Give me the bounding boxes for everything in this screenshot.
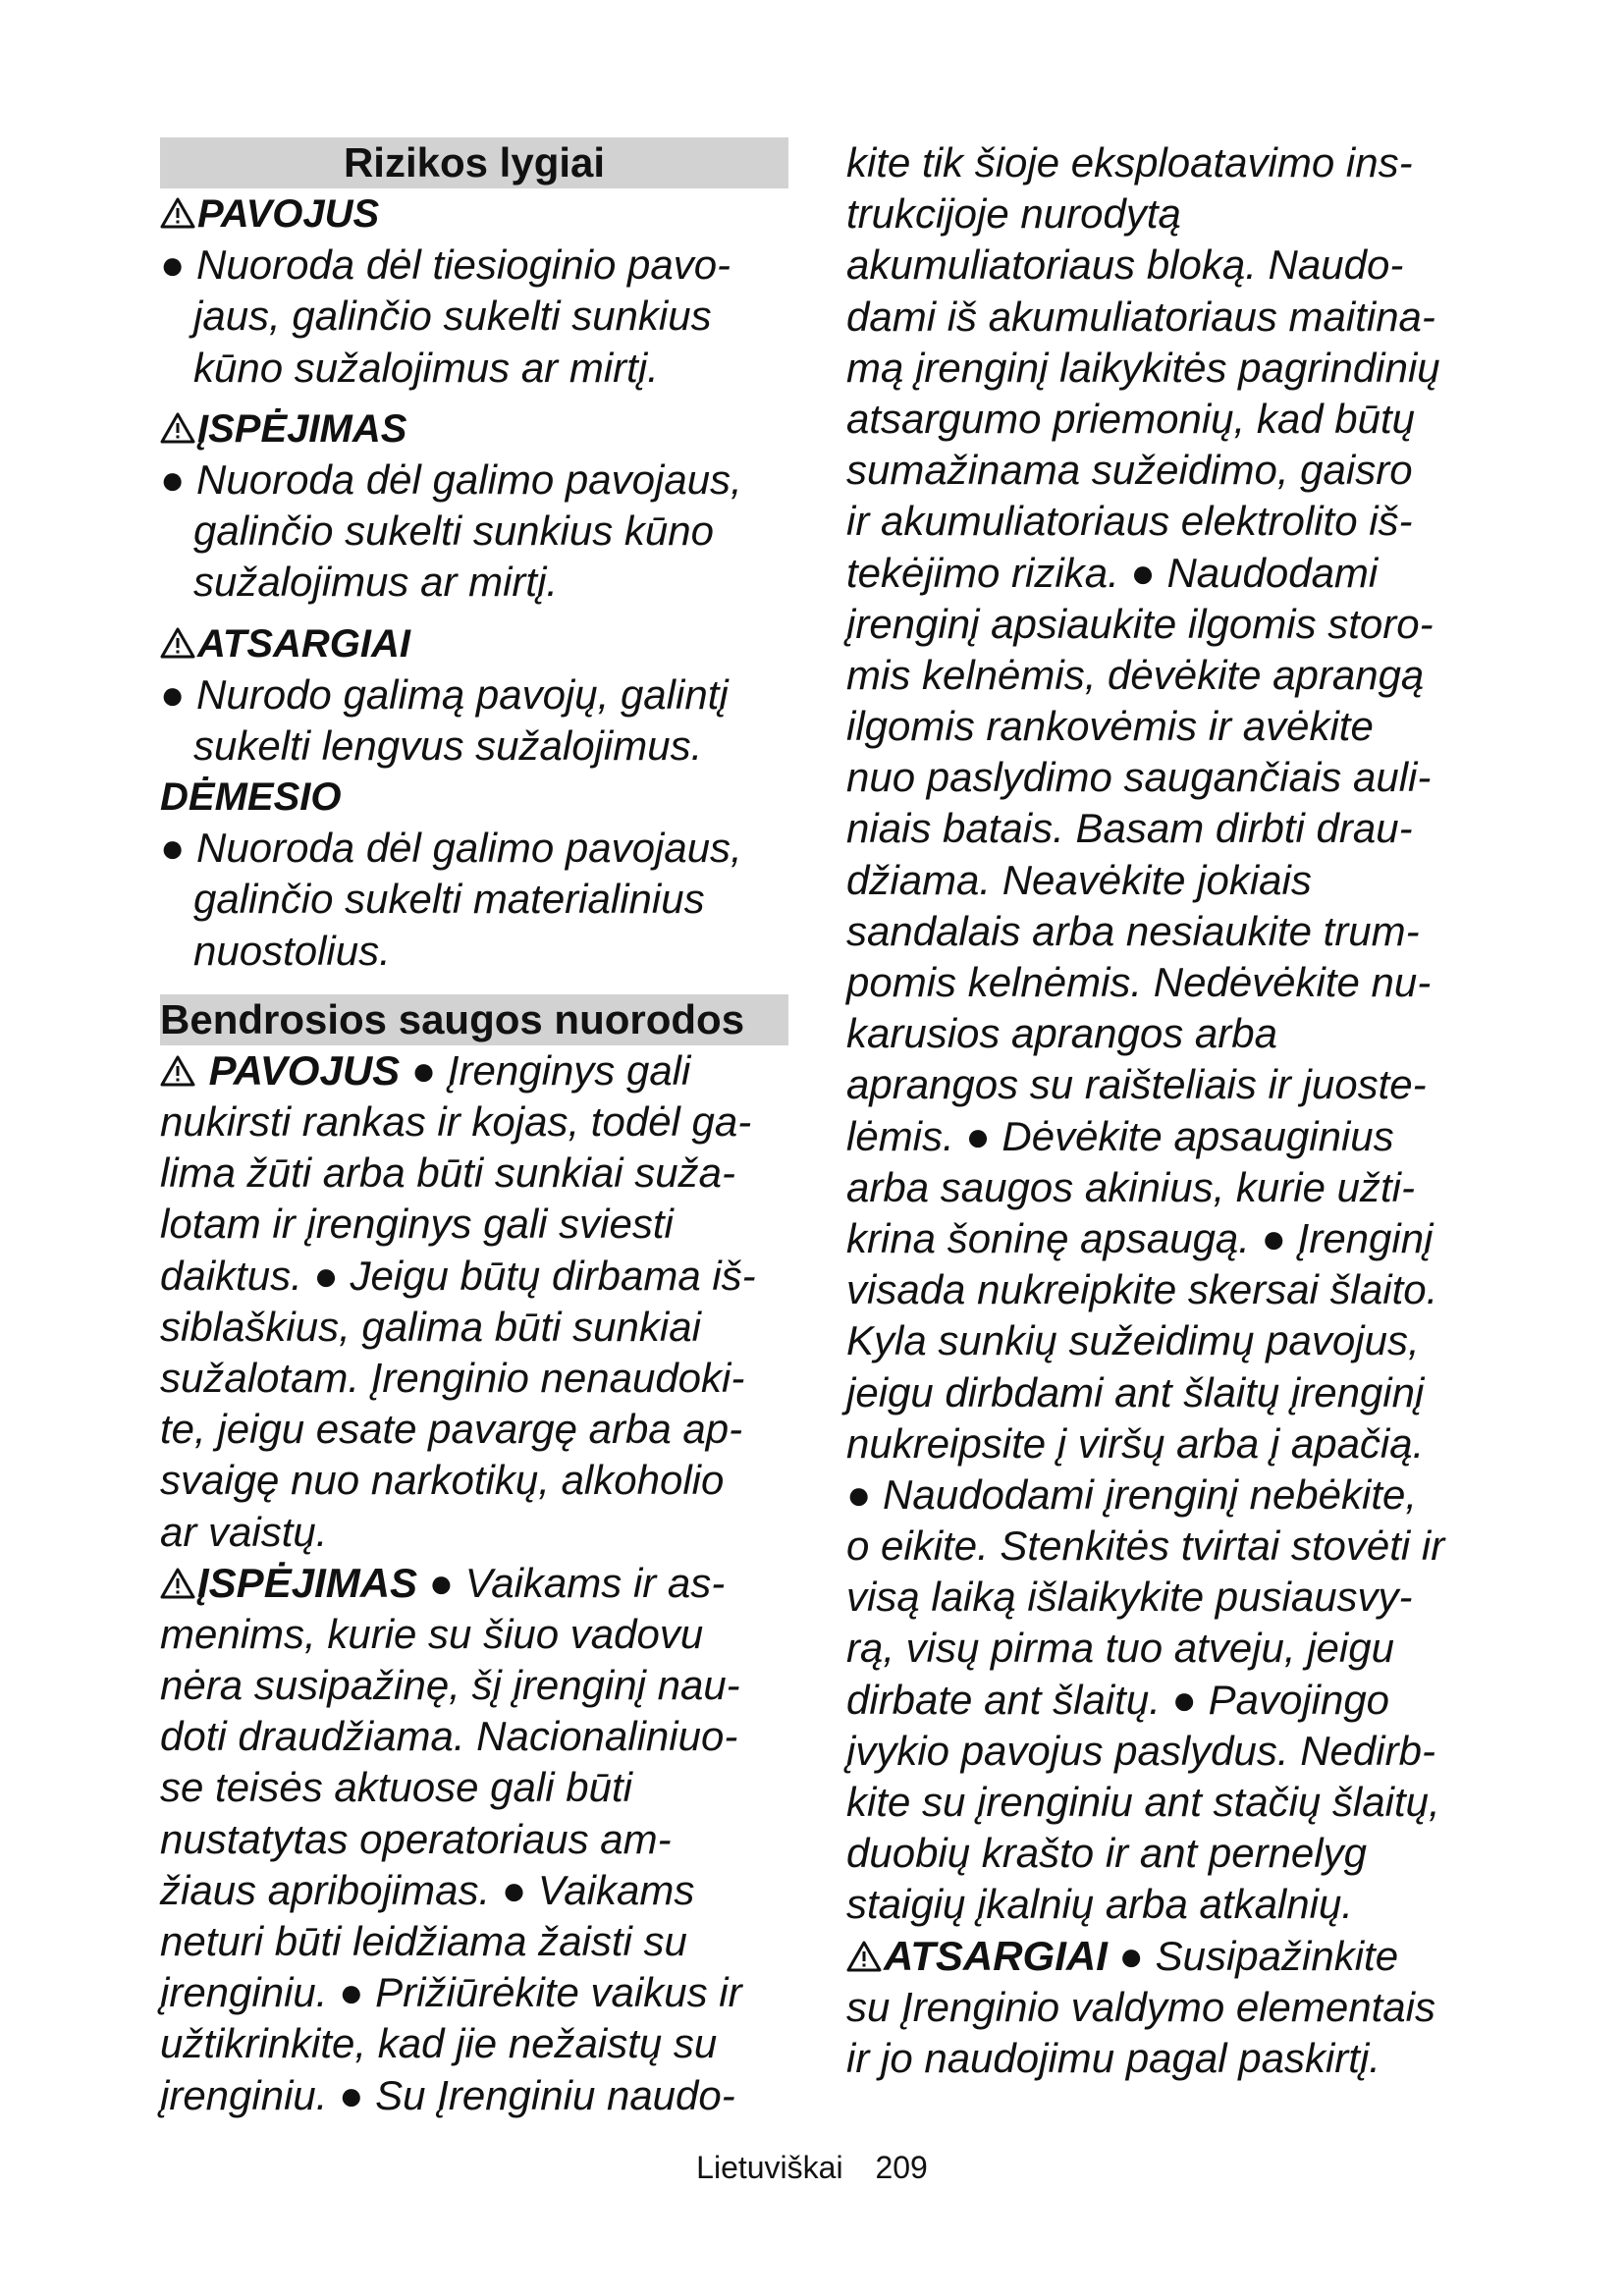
right-text-line: įvykio pavojus paslydus. Nedirb-: [846, 1727, 1435, 1774]
footer-language: Lietuviškai: [696, 2150, 843, 2185]
general-danger-text-line: lima žūti arba būti sunkiai suža-: [160, 1149, 735, 1197]
warning-triangle-icon: [160, 196, 195, 230]
right-caution-first-rest: ● Susipažinkite: [1107, 1932, 1399, 1979]
right-text-line: visada nukreipkite skersai šlaito.: [846, 1266, 1438, 1313]
general-warning-text-line: menims, kurie su šiuo vadovu: [160, 1610, 704, 1657]
right-text-line: karusios aprangos arba: [846, 1010, 1277, 1057]
right-text-line: nukreipsite į viršų arba į apačią.: [846, 1419, 1425, 1467]
right-text-line: kite su įrenginiu ant stačių šlaitų,: [846, 1779, 1440, 1825]
danger-level: [160, 188, 788, 240]
general-warning-text-line: neturi būti leidžiama žaisti su: [160, 1918, 687, 1964]
general-warning-text-line: užtikrinkite, kad jie nežaistų su: [160, 2020, 718, 2067]
general-warning-text-line: nustatytas operatoriaus am-: [160, 1815, 672, 1862]
general-danger-lines: [160, 1096, 788, 1558]
warning-triangle-icon: [160, 1567, 195, 1600]
warning-text-line: galinčio sukelti sunkius kūno: [193, 507, 714, 555]
right-text-line: pomis kelnėmis. Nedėvėkite nu-: [846, 959, 1432, 1005]
general-danger-text-line: lotam ir įrenginys gali sviesti: [160, 1201, 674, 1248]
right-text-line: jeigu dirbdami ant šlaitų įrenginį: [846, 1368, 1425, 1415]
general-safety-heading: Bendrosios saugos nuorodos: [160, 994, 788, 1045]
general-danger-text-line: nukirsti rankas ir kojas, todėl ga-: [160, 1098, 752, 1145]
right-text-line: sandalais arba nesiaukite trum-: [846, 907, 1420, 954]
warning-label: ĮSPĖJIMAS: [197, 406, 407, 451]
warning-text-line: sužalojimus ar mirtį.: [193, 559, 559, 606]
notice-level: DĖMESIO: [160, 775, 342, 820]
page-footer: [0, 2150, 1624, 2186]
caution-text-line: ● Nurodo galimą pavojų, galintį: [160, 670, 729, 718]
right-text-line: atsargumo priemonių, kad būtų: [846, 395, 1415, 442]
right-text-line: o eikite. Stenkitės tvirtai stovėti ir: [846, 1522, 1445, 1570]
right-text-line: mis kelnėmis, dėvėkite aprangą: [846, 651, 1425, 698]
right-text-line: arba saugos akinius, kurie užti-: [846, 1163, 1415, 1210]
danger-label: PAVOJUS: [197, 192, 380, 236]
right-text-line: kite tik šioje eksploatavimo ins-: [846, 139, 1413, 186]
general-danger-label: PAVOJUS: [208, 1046, 401, 1094]
right-text-line: niais batais. Basam dirbti drau-: [846, 805, 1413, 852]
general-warning-first-line: [160, 1558, 788, 1609]
right-text-lines: [846, 137, 1475, 1931]
general-danger-text-line: daiktus. ● Jeigu būtų dirbama iš-: [160, 1252, 756, 1299]
general-danger-first-line: [160, 1045, 788, 1096]
risk-levels-heading: Rizikos lygiai: [160, 137, 788, 188]
right-text-line: nuo paslydimo saugančiais auli-: [846, 754, 1432, 801]
general-danger-text-line: sužalotam. Įrenginio nenaudoki-: [160, 1354, 745, 1401]
right-text-line: duobių krašto ir ant pernelyg: [846, 1830, 1367, 1877]
caution-label: ATSARGIAI: [197, 621, 411, 666]
right-text-line: aprangos su raišteliais ir juoste-: [846, 1061, 1427, 1108]
general-danger-text-line: te, jeigu esate pavargę arba ap-: [160, 1406, 743, 1453]
right-text-line: tekėjimo rizika. ● Naudodami: [846, 549, 1379, 596]
warning-triangle-icon: [160, 1054, 195, 1088]
danger-text-line: jaus, galinčio sukelti sunkius: [193, 293, 712, 340]
right-text-line: trukcijoje nurodytą: [846, 190, 1181, 238]
right-text-line: ir akumuliatoriaus elektrolito iš-: [846, 498, 1413, 545]
general-danger-text-line: svaigę nuo narkotikų, alkoholio: [160, 1457, 725, 1504]
general-warning-text-line: žiaus apribojimas. ● Vaikams: [160, 1866, 695, 1913]
warning-level: [160, 403, 788, 454]
right-text-line: rą, visų pirma tuo atveju, jeigu: [846, 1625, 1394, 1672]
right-caution-label: ATSARGIAI: [884, 1932, 1108, 1979]
warning-triangle-icon: [160, 626, 195, 660]
general-warning-text-line: nėra susipažinę, šį įrenginį nau-: [160, 1662, 740, 1709]
general-danger-text-line: ar vaistų.: [160, 1508, 328, 1555]
general-warning-lines: [160, 1609, 788, 2121]
right-text-line: sumažinama sužeidimo, gaisro: [846, 447, 1413, 494]
right-caution-text-line: ir jo naudojimu pagal paskirtį.: [846, 2034, 1380, 2081]
caution-level: [160, 618, 788, 669]
right-column: [846, 137, 1475, 2084]
notice-text-line: nuostolius.: [193, 927, 391, 974]
right-text-line: įrenginį apsiaukite ilgomis storo-: [846, 600, 1434, 647]
warning-triangle-icon: [160, 411, 195, 445]
right-caution-text-line: su Įrenginio valdymo elementais: [846, 1983, 1435, 2030]
general-danger-text-line: siblaškius, galima būti sunkiai: [160, 1303, 701, 1350]
right-text-line: džiama. Neavėkite jokiais: [846, 856, 1312, 903]
warning-text-line: ● Nuoroda dėl galimo pavojaus,: [160, 455, 742, 503]
notice-text-line: galinčio sukelti materialinius: [193, 876, 705, 923]
right-text-line: staigių įkalnių arba atkalnių.: [846, 1881, 1353, 1928]
right-text-line: ilgomis rankovėmis ir avėkite: [846, 703, 1374, 750]
general-warning-first-rest: ● Vaikams ir as-: [417, 1559, 726, 1606]
right-caution-lines: [846, 1982, 1475, 2084]
general-warning-text-line: se teisės aktuose gali būti: [160, 1764, 632, 1811]
right-text-line: dami iš akumuliatoriaus maitina-: [846, 293, 1435, 340]
general-warning-text-line: įrenginiu. ● Prižiūrėkite vaikus ir: [160, 1969, 742, 2016]
general-warning-label: ĮSPĖJIMAS: [197, 1559, 418, 1606]
caution-text-line: sukelti lengvus sužalojimus.: [193, 721, 703, 769]
general-warning-text-line: įrenginiu. ● Su Įrenginiu naudo-: [160, 2071, 735, 2118]
general-danger-first-rest: ● Įrenginys gali: [400, 1046, 691, 1094]
right-text-line: dirbate ant šlaitų. ● Pavojingo: [846, 1676, 1390, 1723]
right-text-line: Kyla sunkių sužeidimų pavojus,: [846, 1317, 1420, 1364]
notice-text-line: ● Nuoroda dėl galimo pavojaus,: [160, 825, 742, 872]
danger-text-line: kūno sužalojimus ar mirtį.: [193, 344, 659, 391]
right-text-line: ● Naudodami įrenginį nebėkite,: [846, 1470, 1418, 1518]
warning-triangle-icon: [846, 1940, 882, 1973]
left-column: [160, 137, 788, 2121]
right-caution-first-line: [846, 1931, 1475, 1982]
right-text-line: visą laiką išlaikykite pusiausvy-: [846, 1574, 1413, 1621]
general-warning-text-line: doti draudžiama. Nacionaliniuo-: [160, 1713, 738, 1760]
danger-text-line: ● Nuoroda dėl tiesioginio pavo-: [160, 241, 731, 289]
page-number: 209: [875, 2150, 928, 2185]
right-text-line: mą įrenginį laikykitės pagrindinių: [846, 344, 1440, 391]
right-text-line: akumuliatoriaus bloką. Naudo-: [846, 241, 1404, 289]
right-text-line: krina šoninę apsaugą. ● Įrenginį: [846, 1214, 1434, 1261]
right-text-line: lėmis. ● Dėvėkite apsauginius: [846, 1112, 1394, 1159]
